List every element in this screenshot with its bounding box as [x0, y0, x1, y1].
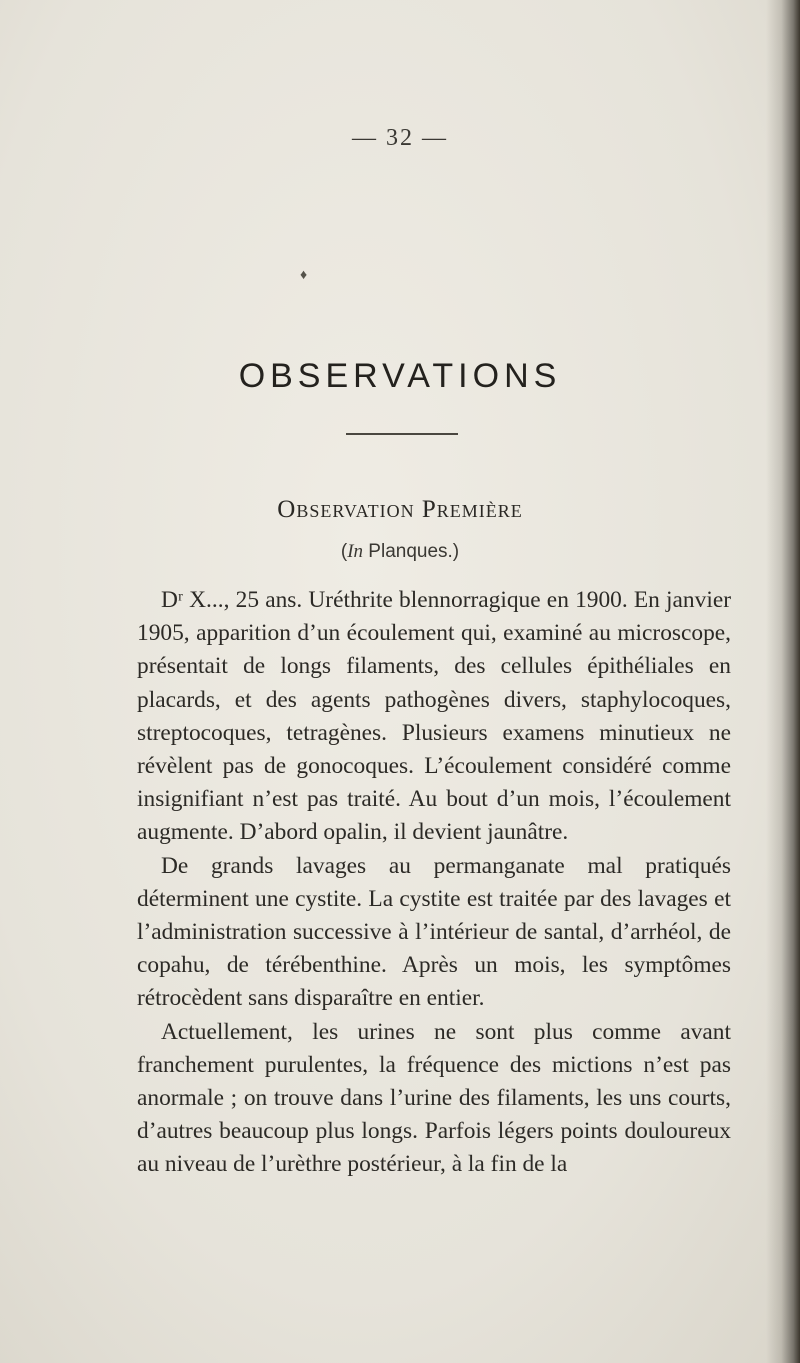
observation-heading: Observation Première [277, 496, 523, 523]
page-number: — 32 — [352, 125, 448, 151]
source-open-paren: ( [340, 541, 348, 562]
source-in-word: In [347, 541, 364, 562]
paragraph-1: Dʳ X..., 25 ans. Uréthrite blennorragique en 1900. En janvier 1905, apparition d’un écoulement qui, examiné au microscope, présentait de longs filaments, des cellules épithéliales en placards, et des agents pathogènes divers, staphylocoques, streptocoques, tetragènes. Plusieurs examens minutieux ne révèlent pas de gonocoques. L’écoulement considéré comme insignifiant n’est pas traité. Au bout d’un mois, l’écoulement augmente. D’abord opalin, il devient jaunâtre. [137, 587, 731, 846]
section-title: OBSERVATIONS [238, 357, 562, 395]
observation-source [0, 541, 800, 563]
print-speck: ♦ [300, 268, 308, 283]
source-name: Planques.) [363, 541, 460, 562]
paragraph-3: Actuellement, les urines ne sont plus comme avant franchement purulentes, la fréquence des mictions n’est pas anormale ; on trouve dans l’urine des filaments, les uns courts, d’autres beaucoup plus longs. Parfois légers points douloureux au niveau de l’urèthre postérieur, à la fin de la [137, 1018, 731, 1178]
title-rule [346, 433, 458, 435]
observation-body [137, 584, 731, 1182]
page-edge-shadow [766, 0, 800, 1363]
paragraph-2: De grands lavages au permanganate mal pratiqués déterminent une cystite. La cystite est traitée par des lavages et l’administration successive à l’intérieur de santal, d’arrhéol, de copahu, de térébenthine. Après un mois, les symptômes rétrocèdent sans disparaître en entier. [137, 852, 731, 1012]
